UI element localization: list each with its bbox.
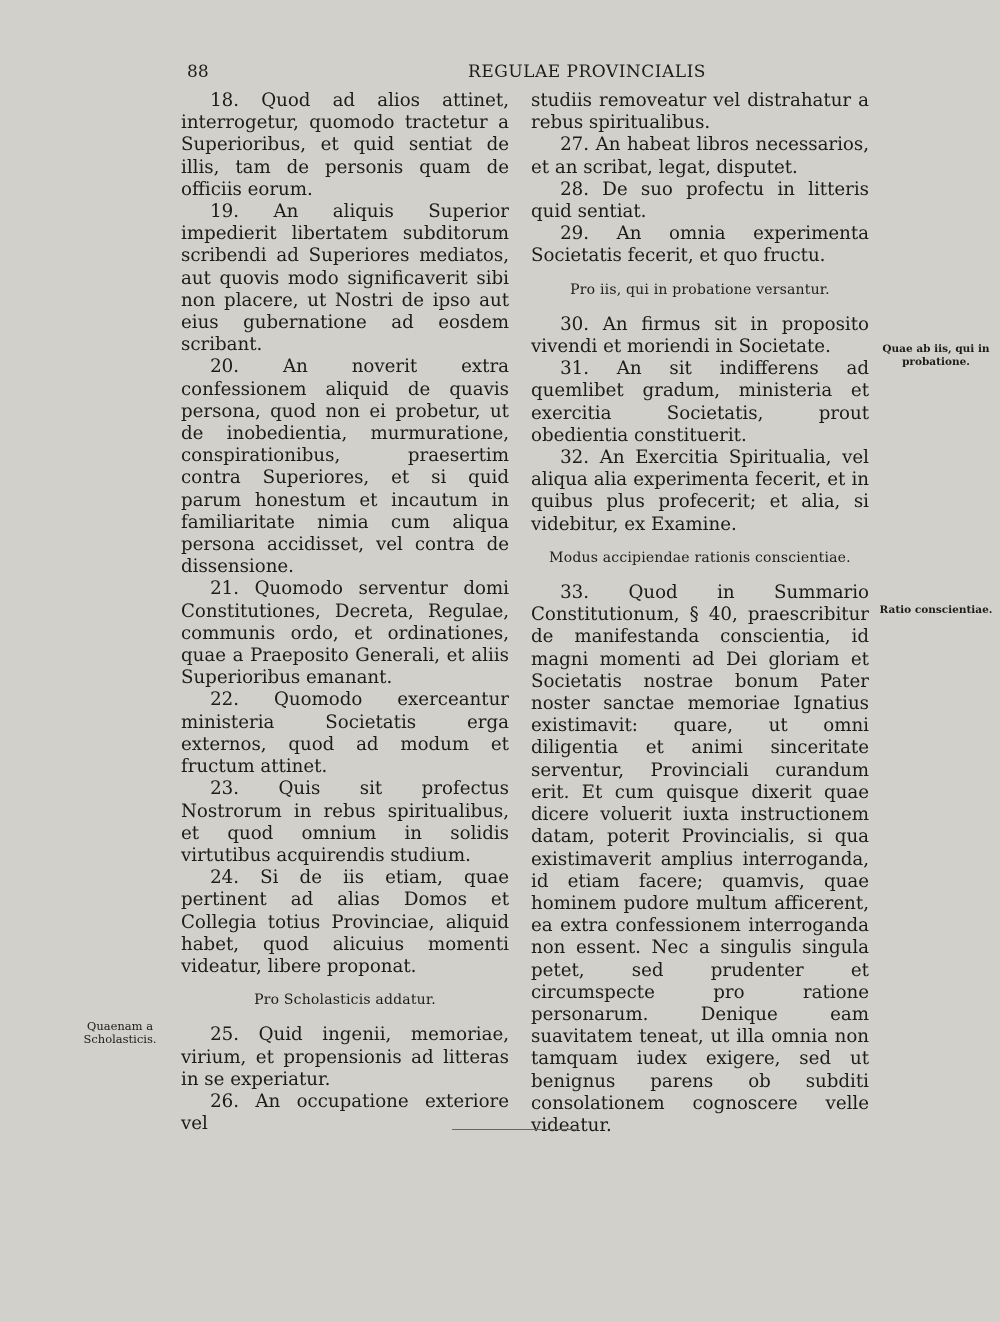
paragraph-26-continued: studiis removeatur vel distrahatur a rebus spiritualibus. [531,90,869,134]
paragraph-32: 32. An Exercitia Spiritualia, vel aliqua alia experimenta fecerit, et in quibus plus profecerit; et alia, si videbitur, ex Examine. [531,447,869,535]
section-heading-conscience: Modus accipiendae rationis conscientiae. [549,549,851,566]
footer-rule [452,1129,578,1130]
paragraph-28: 28. De suo profectu in litteris quid sentiat. [531,178,869,223]
paragraph-29: 29. An omnia experimenta Societatis fecerit, et quo fructu. [531,223,869,267]
paragraph-30: 30. An firmus sit in proposito vivendi et moriendi in Societate. [531,313,869,358]
page-header [187,62,871,86]
margin-note-probation: Quae ab iis, qui in probatione. [882,343,990,368]
paragraph-25: 25. Quid ingenii, memoriae, virium, et propensionis ad litteras in se experiatur. [181,1024,509,1090]
paragraph-27: 27. An habeat libros necessarios, et an scribat, legat, disputet. [531,134,869,178]
paragraph-18: 18. Quod ad alios attinet, interrogetur, quomodo tractetur a Superioribus, et quid sentiat de illis, tam de personis quam de officiis eorum. [181,90,509,200]
running-title: REGULAE PROVINCIALIS [468,62,706,82]
paragraph-26-start: 26. An occupatione exteriore vel [181,1090,509,1135]
paragraph-24: 24. Si de iis etiam, quae pertinent ad alias Domos et Collegia totius Provinciae, aliquid habet, quod alicuius momenti videatur, libere proponat. [181,867,509,977]
left-column [181,90,509,1135]
margin-note-conscience: Ratio conscientiae. [879,604,993,616]
right-column [531,90,869,1137]
margin-note-scholastics: Quaenam a Scholasticis. [83,1019,157,1046]
section-heading-probation: Pro iis, qui in probatione versantur. [570,281,830,298]
paragraph-20: 20. An noverit extra confessionem aliquid de quavis persona, quod non ei probetur, ut de inobedientia, murmuratione, conspirationibus, praesertim contra Superiores, et si quid parum honestum et incautum in familiaritate nimia cum aliqua persona accidisset, vel contra de dissensione. [181,356,509,578]
paragraph-33: 33. Quod in Summario Constitutionum, § 40, praescribitur de manifestanda conscientia, id magni momenti ad Dei gloriam et Societatis nostrae bonum Pater noster sanctae memoriae Ignatius existimavit: quare, ut omni diligentia et animi sinceritate serventur, Provinciali curandum erit. Et cum quisque dixerit quae dicere voluerit iuxta instructionem datam, poterit Provincialis, si qua existimaverit amplius interroganda, id etiam facere; quamvis, quae hominem pudore multum afficerent, ea extra confessionem interroganda non essent. Nec a singulis singula petet, sed prudenter et circumspecte pro ratione personarum. Denique eam suavitatem teneat, ut illa omnia non tamquam iudex exigere, sed ut benignus parens ob subditi consolationem cognoscere velle videatur. [531,582,869,1136]
section-heading-scholastics: Pro Scholasticis addatur. [254,992,436,1009]
paragraph-31: 31. An sit indifferens ad quemlibet gradum, ministeria et exercitia Societatis, prout obedientia constituerit. [531,358,869,446]
page-number: 88 [187,62,209,82]
paragraph-23: 23. Quis sit profectus Nostrorum in rebus spiritualibus, et quod omnium in solidis virtutibus acquirendis studium. [181,778,509,866]
paragraph-21: 21. Quomodo serventur domi Constitutiones, Decreta, Regulae, communis ordo, et ordinationes, quae a Praeposito Generali, et aliis Superioribus emanant. [181,578,509,689]
paragraph-19: 19. An aliquis Superior impedierit libertatem subditorum scribendi ad Superiores mediatos, aut quovis modo significaverit sibi non placere, ut Nostri de ipso aut eius gubernatione ad eosdem scribant. [181,201,509,356]
paragraph-22: 22. Quomodo exerceantur ministeria Societatis erga externos, quod ad modum et fructum attinet. [181,689,509,778]
